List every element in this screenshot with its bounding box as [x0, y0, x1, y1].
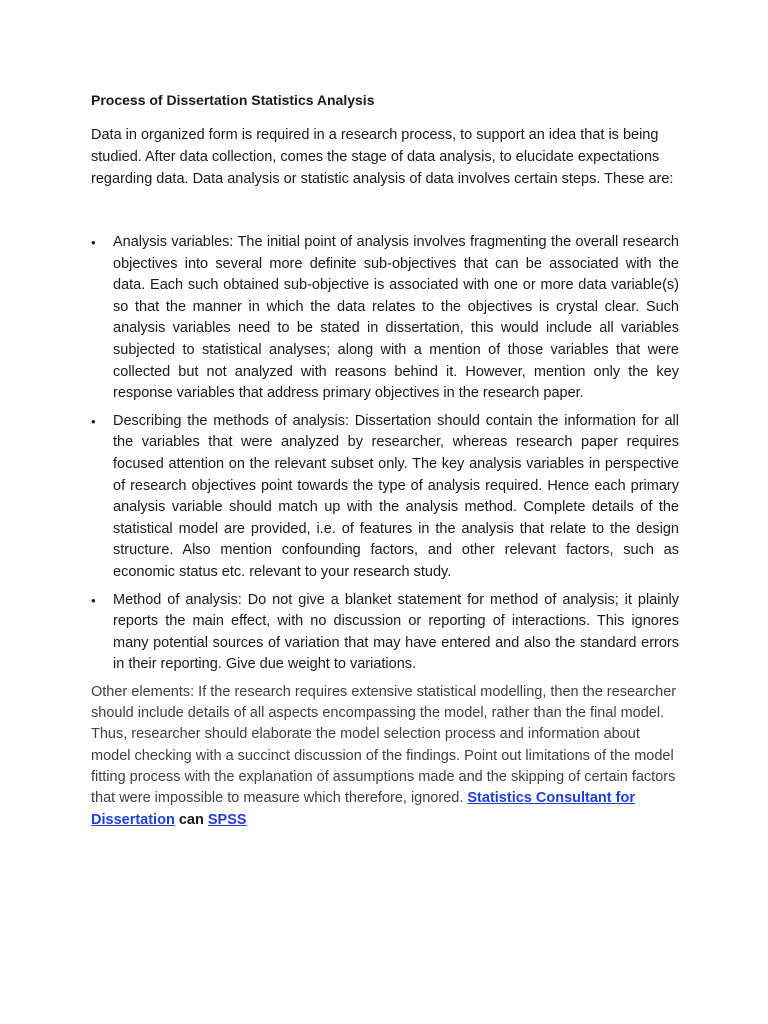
list-item-text: Method of analysis: Do not give a blanket statement for method of analysis; it plainly reports the main effect, with no discussion or reporting of interactions. This ignores many potential sources of variation that may have entered and also the standard errors in their reporting. Give due weight to variations.: [113, 591, 679, 673]
list-item: [91, 590, 679, 676]
bullet-list: [91, 232, 679, 676]
list-item: [91, 411, 679, 584]
bullet-icon: •: [91, 592, 96, 608]
statistics-consultant-link[interactable]: Statistics Consultant for Dissertation: [91, 790, 635, 828]
other-elements-text: Other elements: If the research requires extensive statistical modelling, then the researcher should include details of all aspects encompassing the model, rather than the final model. Thus, researcher should elaborate the model selection process and information about model checking with a succinct discussion of the findings. Point out limitations of the model fitting process with the explanation of assumptions made and the skipping of certain factors that were impossible to measure which therefore, ignored.: [91, 683, 677, 807]
list-item: [91, 232, 679, 405]
other-elements-paragraph: [91, 682, 679, 831]
spss-link[interactable]: SPSS: [207, 811, 247, 828]
document-title: Process of Dissertation Statistics Analysis: [91, 92, 375, 108]
list-item-text: Analysis variables: The initial point of analysis involves fragmenting the overall research objectives into several more definite sub-objectives that can be associated with the data. Each such obtained sub-objective is associated with one or more data variable(s) so that the manner in which the data relates to the objectives is crystal clear. Such analysis variables need to be stated in dissertation, this would include all variables subjected to statistical analyses; along with a mention of those variables that were collected but not analyzed with reasons behind it. However, mention only the key response variables that address primary objectives in the research paper.: [113, 234, 679, 402]
document-page: [91, 90, 679, 831]
list-item-text: Describing the methods of analysis: Dissertation should contain the information for all the variables that were analyzed by researcher, whereas research paper requires focused attention on the relevant subset only. The key analysis variables in perspective of research objectives point towards the type of analysis required. Hence each primary analysis variable should match up with the analysis method. Complete details of the statistical model are provided, i.e. of features in the analysis that relate to the design structure. Also mention confounding factors, and other relevant factors, such as economic status etc. relevant to your research study.: [113, 412, 679, 580]
bullet-icon: •: [91, 235, 96, 250]
connector-text: can: [178, 811, 204, 828]
bullet-icon: •: [91, 413, 96, 429]
intro-paragraph: Data in organized form is required in a research process, to support an idea that is being studied. After data collection, comes the stage of data analysis, to elucidate expectations regarding data. Data analysis or statistic analysis of data involves certain steps. These are:: [91, 127, 674, 187]
